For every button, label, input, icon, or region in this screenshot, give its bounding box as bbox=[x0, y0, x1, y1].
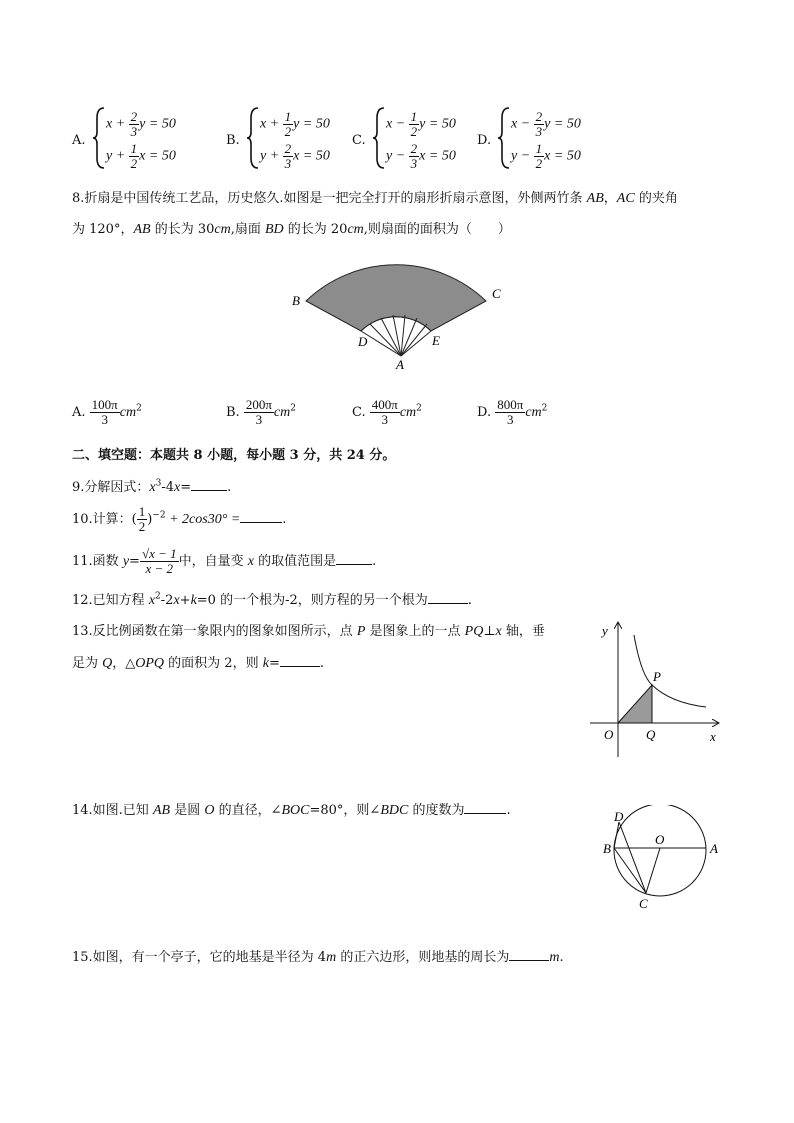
q14-ab: AB bbox=[152, 803, 171, 818]
label-o: O bbox=[655, 832, 665, 847]
q14-text: 是圆 bbox=[170, 803, 205, 818]
q10-answer-blank[interactable] bbox=[240, 510, 282, 523]
q8-text: 的长为 30 bbox=[150, 222, 215, 237]
q14 bbox=[72, 799, 511, 819]
q8-option-b-unit: cm bbox=[273, 405, 291, 420]
q8-option-c-label: C. bbox=[352, 405, 366, 420]
q7-a-row2-num: 1 bbox=[130, 141, 138, 156]
q8-option-d-sup: 2 bbox=[541, 403, 548, 414]
q8-text: ,扇面 bbox=[230, 222, 265, 237]
section-heading-count: 8 bbox=[193, 448, 203, 463]
q8-text: 的夹角 bbox=[634, 191, 678, 206]
q8-option-a-label: A. bbox=[72, 405, 86, 420]
q12-exp: 2 bbox=[155, 591, 161, 602]
q15 bbox=[72, 946, 564, 966]
q8-option-a-sup: 2 bbox=[136, 403, 142, 414]
q9-text: = bbox=[180, 480, 192, 495]
axis-label-x: x bbox=[710, 729, 716, 744]
q7-a-row1-lhs: x + bbox=[106, 116, 126, 132]
q9-period: . bbox=[227, 480, 232, 495]
section-heading-text: 分。 bbox=[364, 448, 396, 463]
q13-opq: OPQ bbox=[135, 656, 165, 671]
q8-unit-cm: cm bbox=[347, 222, 364, 237]
q8-stem-line2 bbox=[72, 218, 511, 238]
q15-period: . bbox=[559, 950, 564, 965]
q14-boc: BOC bbox=[281, 803, 310, 818]
q13-text: ，△ bbox=[112, 656, 136, 671]
q10-text: ) bbox=[147, 512, 153, 527]
q10-text: 10.计算：( bbox=[72, 512, 137, 527]
q14-text: 的直径，∠ bbox=[214, 803, 282, 818]
q7-option-d-label: D. bbox=[477, 133, 492, 148]
q11-den: x − 2 bbox=[145, 561, 174, 576]
q7-option-a-system bbox=[92, 106, 202, 170]
q8-option-d-num: 800π bbox=[497, 397, 524, 412]
brace-icon bbox=[246, 106, 260, 170]
q8-option-d bbox=[477, 398, 547, 427]
q7-b-row1-rhs: y = 50 bbox=[293, 116, 330, 132]
q7-a-row1-den: 3 bbox=[130, 124, 138, 139]
q14-bdc: BDC bbox=[380, 803, 409, 818]
q7-option-c-system bbox=[372, 106, 482, 170]
q8-text: ,则扇面的面积为（ ） bbox=[363, 222, 511, 237]
q7-option-b-system bbox=[246, 106, 356, 170]
q7-b-row1-den: 2 bbox=[284, 124, 292, 139]
q7-option-c-label: C. bbox=[352, 133, 366, 148]
q8-unit-cm: cm bbox=[214, 222, 231, 237]
label-d: D bbox=[614, 809, 624, 824]
q13-line2 bbox=[72, 652, 324, 672]
q12-text: + bbox=[179, 593, 191, 608]
q7-c-row1-num: 1 bbox=[410, 109, 418, 124]
q11-var-x: x bbox=[247, 554, 254, 569]
q10-expr: + 2cos30° = bbox=[165, 512, 241, 527]
q11-text: 11.函数 bbox=[72, 554, 123, 569]
brace-icon bbox=[92, 106, 106, 170]
q8-option-d-label: D. bbox=[477, 405, 492, 420]
q7-b-row1-lhs: x + bbox=[260, 116, 280, 132]
q7-d-row2-lhs: y − bbox=[511, 148, 531, 164]
q8-ac: AC bbox=[616, 191, 635, 206]
q12-var-k: k bbox=[190, 593, 197, 608]
q13-text: 13.反比例函数在第一象限内的图象如图所示，点 bbox=[72, 624, 357, 639]
q8-bd: BD bbox=[264, 222, 284, 237]
fan-shaded-region bbox=[306, 265, 486, 331]
q7-d-row1-num: 2 bbox=[535, 109, 543, 124]
q13-var-k: k bbox=[262, 656, 269, 671]
q7-c-row2-num: 2 bbox=[410, 141, 418, 156]
q15-answer-blank[interactable] bbox=[509, 948, 549, 961]
q8-option-a-den: 3 bbox=[101, 412, 108, 427]
q8-text: 8.折扇是中国传统工艺品，历史悠久.如图是一把完全打开的扇形折扇示意图，外侧两竹条 bbox=[72, 191, 587, 206]
q11-period: . bbox=[372, 554, 377, 569]
q7-d-row1-den: 3 bbox=[535, 124, 543, 139]
q11-answer-blank[interactable] bbox=[336, 552, 372, 565]
fan-label-a: A bbox=[396, 357, 404, 372]
fan-label-e: E bbox=[432, 333, 440, 348]
q7-b-row2-den: 3 bbox=[284, 156, 292, 171]
q7-b-row2-lhs: y + bbox=[260, 148, 280, 164]
q13-hyperbola-figure bbox=[586, 615, 726, 765]
q7-b-row2-num: 2 bbox=[284, 141, 292, 156]
q15-text: 15.如图，有一个亭子，它的地基是半径为 4 bbox=[72, 950, 327, 965]
q11-eq: = bbox=[129, 554, 140, 569]
q15-unit-m: m bbox=[326, 950, 337, 965]
q13-text: 足为 bbox=[72, 656, 103, 671]
q7-a-row2-den: 2 bbox=[130, 156, 138, 171]
q8-ab: AB bbox=[133, 222, 151, 237]
q11-num: √x − 1 bbox=[141, 546, 177, 561]
q9-text: -4 bbox=[161, 480, 175, 495]
q8-stem-line1 bbox=[72, 187, 678, 207]
chord-dc bbox=[619, 822, 646, 893]
q8-option-a-num: 100π bbox=[91, 397, 118, 412]
q8-option-d-den: 3 bbox=[507, 412, 514, 427]
q13-answer-blank[interactable] bbox=[280, 654, 320, 667]
q9 bbox=[72, 476, 231, 496]
q14-text: =80°，则∠ bbox=[309, 803, 381, 818]
q12-var-x: x bbox=[148, 593, 156, 608]
q7-a-row2-rhs: x = 50 bbox=[139, 148, 176, 164]
q13-text: 轴，垂 bbox=[501, 624, 545, 639]
q7-c-row2-rhs: x = 50 bbox=[419, 148, 456, 164]
q7-option-b-label: B. bbox=[226, 133, 240, 148]
q11-text: 中，自量变 bbox=[178, 554, 248, 569]
q13-line1 bbox=[72, 620, 545, 640]
circle-o bbox=[614, 805, 706, 896]
q15-unit-m: m bbox=[549, 950, 560, 965]
q8-option-b-den: 3 bbox=[255, 412, 263, 427]
section-heading-text: 小题，每小题 bbox=[202, 448, 290, 463]
q10-num: 1 bbox=[138, 504, 146, 519]
axis-label-y: y bbox=[602, 623, 608, 638]
brace-icon bbox=[497, 106, 511, 170]
q10-den: 2 bbox=[138, 519, 146, 534]
q9-exp: 3 bbox=[155, 478, 162, 489]
q7-c-row1-lhs: x − bbox=[386, 116, 406, 132]
section-heading-total: 24 bbox=[346, 448, 365, 463]
q8-option-b-label: B. bbox=[226, 405, 240, 420]
q12 bbox=[72, 589, 472, 609]
q7-b-row1-num: 1 bbox=[284, 109, 292, 124]
section-heading-text: 分，共 bbox=[298, 448, 347, 463]
q13-var-q: Q bbox=[102, 656, 113, 671]
q8-option-d-unit: cm bbox=[525, 405, 542, 420]
label-b: B bbox=[603, 841, 611, 856]
q13-text: = bbox=[268, 656, 280, 671]
q8-text: 为 120°， bbox=[72, 222, 134, 237]
q7-a-row1-num: 2 bbox=[130, 109, 138, 124]
q12-var-x: x bbox=[173, 593, 180, 608]
q7-d-row2-rhs: x = 50 bbox=[544, 148, 581, 164]
section-heading-text: 二、填空题：本题共 bbox=[72, 448, 194, 463]
fan-label-c: C bbox=[492, 286, 501, 301]
q7-d-row1-rhs: y = 50 bbox=[544, 116, 581, 132]
q13-period: . bbox=[319, 656, 324, 671]
q8-option-c-sup: 2 bbox=[416, 403, 422, 414]
q7-d-row2-den: 2 bbox=[535, 156, 543, 171]
q8-text: 的长为 20 bbox=[283, 222, 348, 237]
q7-d-row2-num: 1 bbox=[535, 141, 543, 156]
q10-exp: −2 bbox=[152, 510, 166, 521]
q14-circle-figure bbox=[598, 805, 728, 915]
q7-c-row2-lhs: y − bbox=[386, 148, 406, 164]
fan-label-b: B bbox=[292, 293, 300, 308]
q8-option-c-den: 3 bbox=[381, 412, 389, 427]
q8-option-a bbox=[72, 398, 142, 427]
radius-oc bbox=[646, 848, 660, 893]
q12-text: -2 bbox=[160, 593, 174, 608]
q7-d-row1-lhs: x − bbox=[511, 116, 531, 132]
label-q: Q bbox=[646, 727, 656, 742]
q14-var-o: O bbox=[204, 803, 215, 818]
q8-option-b-sup: 2 bbox=[290, 403, 296, 414]
q10-period: . bbox=[282, 512, 287, 527]
q14-period: . bbox=[506, 803, 511, 818]
q14-text: 14.如图.已知 bbox=[72, 803, 153, 818]
q8-option-c bbox=[352, 398, 422, 427]
q13-pq: PQ bbox=[464, 624, 484, 639]
q11 bbox=[72, 547, 376, 576]
q7-option-d-system bbox=[497, 106, 607, 170]
q13-var-x: x bbox=[495, 624, 502, 639]
q12-text: =0 的一个根为-2，则方程的另一个根为 bbox=[196, 593, 428, 608]
chord-db bbox=[614, 822, 619, 848]
q13-text: 是图象上的一点 bbox=[365, 624, 465, 639]
q7-c-row1-den: 2 bbox=[410, 124, 418, 139]
q8-option-b bbox=[226, 398, 296, 427]
label-c: C bbox=[639, 896, 648, 911]
q13-perp: ⊥ bbox=[483, 624, 496, 639]
triangle-opq bbox=[618, 685, 652, 723]
q12-answer-blank[interactable] bbox=[428, 591, 468, 604]
q8-option-c-unit: cm bbox=[399, 405, 417, 420]
q13-text: 的面积为 2，则 bbox=[164, 656, 263, 671]
q9-text: 9.分解因式： bbox=[72, 480, 150, 495]
q15-text: 的正六边形，则地基的周长为 bbox=[336, 950, 510, 965]
q14-text: 的度数为 bbox=[408, 803, 465, 818]
q8-comma: ， bbox=[603, 191, 617, 206]
section-heading-points: 3 bbox=[289, 448, 299, 463]
fan-label-d: D bbox=[358, 334, 368, 349]
q12-text: 12.已知方程 bbox=[72, 593, 149, 608]
q8-ab: AB bbox=[586, 191, 604, 206]
q11-var-y: y bbox=[122, 554, 130, 569]
label-o: O bbox=[604, 727, 614, 742]
q7-c-row1-rhs: y = 50 bbox=[419, 116, 456, 132]
section-2-heading bbox=[72, 444, 395, 463]
q9-var-x: x bbox=[149, 480, 156, 495]
q12-period: . bbox=[467, 593, 472, 608]
q7-b-row2-rhs: x = 50 bbox=[293, 148, 330, 164]
q14-answer-blank[interactable] bbox=[464, 801, 506, 814]
q13-var-p: P bbox=[356, 624, 366, 639]
q11-text: 的取值范围是 bbox=[253, 554, 337, 569]
q7-a-row1-rhs: y = 50 bbox=[139, 116, 176, 132]
q9-var-x: x bbox=[174, 480, 181, 495]
q7-option-a-label: A. bbox=[72, 133, 86, 148]
q8-fan-figure bbox=[280, 245, 520, 375]
q8-option-a-unit: cm bbox=[119, 405, 137, 420]
q7-a-row2-lhs: y + bbox=[106, 148, 126, 164]
label-a: A bbox=[710, 841, 718, 856]
q9-answer-blank[interactable] bbox=[191, 478, 227, 491]
q8-option-b-num: 200π bbox=[245, 397, 272, 412]
q10 bbox=[72, 505, 286, 534]
q7-c-row2-den: 3 bbox=[410, 156, 418, 171]
q8-option-c-num: 400π bbox=[371, 397, 398, 412]
brace-icon bbox=[372, 106, 386, 170]
label-p: P bbox=[653, 669, 661, 684]
